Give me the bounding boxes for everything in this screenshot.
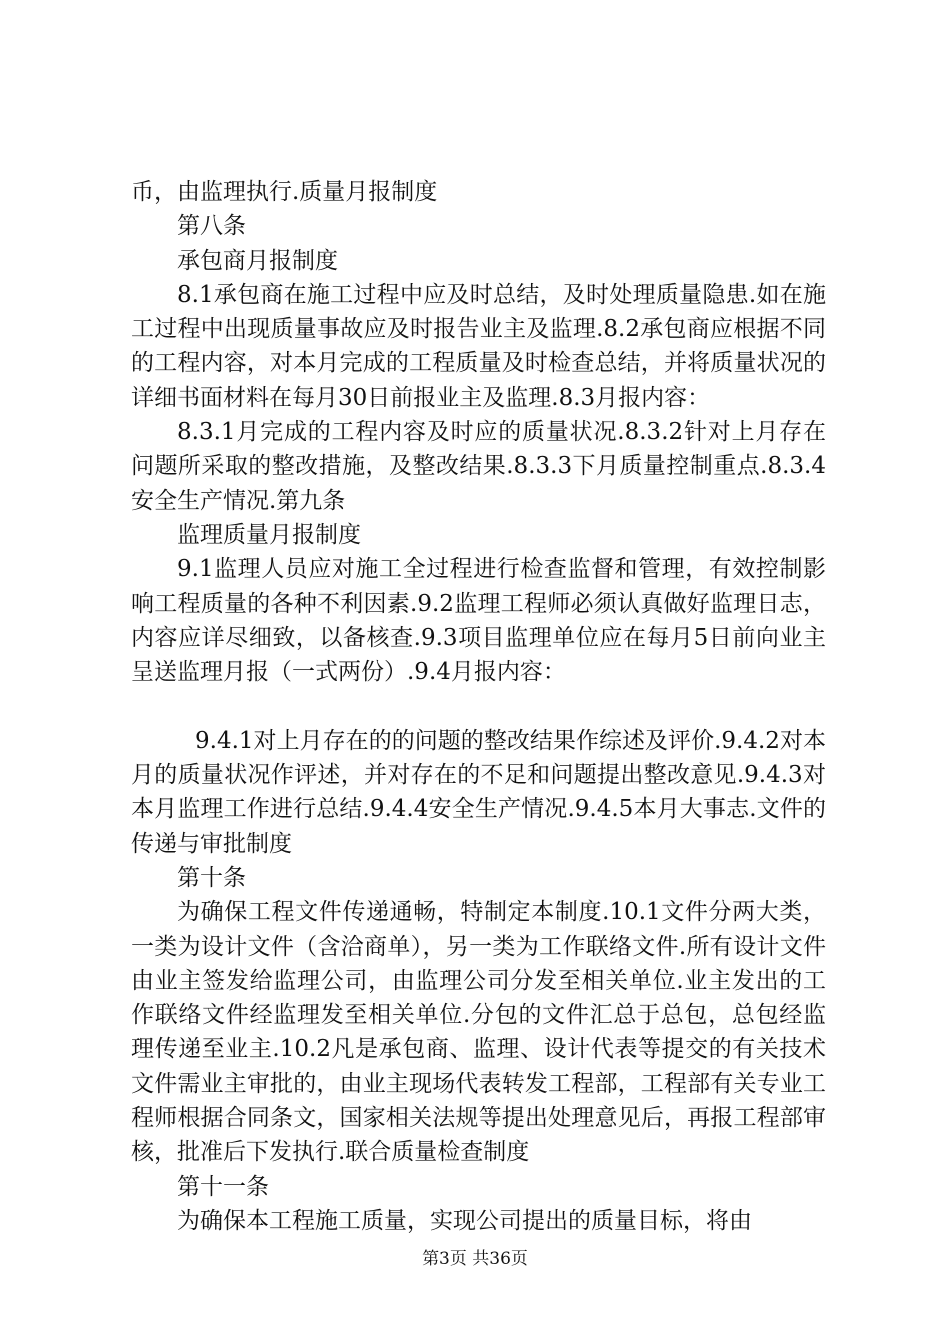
article-10-heading: 第十条: [177, 864, 246, 891]
paragraph-8-3-1: 8.3.1月完成的工程内容及时应的质量状况.8.3.2针对上月存在问题所采取的整改措施，及整改结果.8.3.3下月质量控制重点.8.3.4安全生产情况.第九条: [131, 419, 826, 514]
contractor-report-heading: 承包商月报制度: [177, 247, 338, 274]
paragraph-1: 币，由监理执行.质量月报制度: [131, 179, 438, 205]
paragraph-9-4-1: 9.4.1对上月存在的的问题的整改结果作综述及评价.9.4.2对本月的质量状况作评述，并对存在的不足和问题提出整改意见.9.4.3对本月监理工作进行总结.9.4.4安全生产情况.9.4.5本月大事志.文件的传递与审批制度: [131, 727, 826, 857]
document-body: [131, 175, 826, 1238]
paragraph-8-1: 8.1承包商在施工过程中应及时总结，及时处理质量隐患.如在施工过程中出现质量事故应及时报告业主及监理.8.2承包商应根据不同的工程内容，对本月完成的工程质量及时检查总结，并将质量状况的详细书面材料在每月30日前报业主及监理.8.3月报内容：: [131, 281, 826, 411]
paragraph-11: 为确保本工程施工质量，实现公司提出的质量目标，将由: [177, 1207, 752, 1234]
paragraph-10: 为确保工程文件传递通畅，特制定本制度.10.1文件分两大类，一类为设计文件（含洽商单），另一类为工作联络文件.所有设计文件由业主签发给监理公司，由监理公司分发至相关单位.业主发出的工作联络文件经监理发至相关单位.分包的文件汇总于总包，总包经监理传递至业主.10.2凡是承包商、监理、设计代表等提交的有关技术文件需业主审批的，由业主现场代表转发工程部，工程部有关专业工程师根据合同条文，国家相关法规等提出处理意见后，再报工程部审核，批准后下发执行.联合质量检查制度: [131, 899, 826, 1166]
article-8-heading: 第八条: [177, 213, 246, 240]
article-11-heading: 第十一条: [177, 1173, 269, 1200]
paragraph-9-1: 9.1监理人员应对施工全过程进行检查监督和管理，有效控制影响工程质量的各种不利因素.9.2监理工程师必须认真做好监理日志，内容应详尽细致，以备核查.9.3项目监理单位应在每月5日前向业主呈送监理月报（一式两份）.9.4月报内容：: [131, 556, 826, 686]
blank-line: [131, 689, 826, 723]
supervision-report-heading: 监理质量月报制度: [177, 521, 361, 548]
page-number-footer: 第3页 共36页: [422, 1249, 528, 1269]
